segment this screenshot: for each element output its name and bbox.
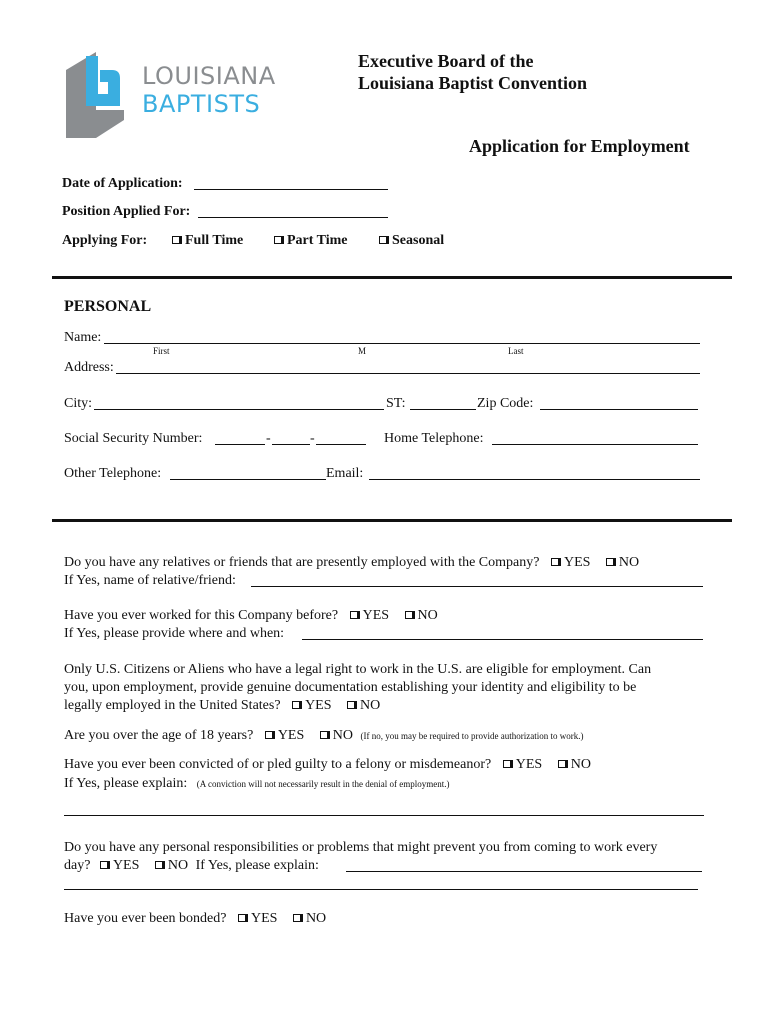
- citizenship-question-text: legally employed in the United States?: [64, 698, 281, 713]
- responsibilities-explain-field-2[interactable]: [64, 889, 698, 890]
- citizenship-text-line2: you, upon employment, provide genuine documentation establishing your identity and eligibility to be: [64, 680, 637, 695]
- logo-text-line2: BAPTISTS: [142, 90, 261, 118]
- zip-code-field[interactable]: [540, 409, 698, 410]
- bonded-no-checkbox[interactable]: [293, 914, 301, 922]
- relatives-followup-label: If Yes, name of relative/friend:: [64, 573, 236, 588]
- applying-for-label: Applying For:: [62, 233, 148, 248]
- ssn-separator-1: -: [266, 431, 271, 446]
- relatives-question-text: Do you have any relatives or friends that are presently employed with the Company?: [64, 555, 540, 570]
- felony-no-checkbox[interactable]: [558, 760, 566, 768]
- state-label: ST:: [386, 396, 406, 411]
- responsibilities-yes-checkbox[interactable]: [100, 861, 108, 869]
- bonded-yes-label: YES: [250, 911, 278, 926]
- position-applied-field[interactable]: [198, 217, 388, 218]
- zip-code-label: Zip Code:: [477, 396, 534, 411]
- organization-logo: [62, 48, 287, 140]
- felony-yes-checkbox[interactable]: [503, 760, 511, 768]
- bonded-no-label: NO: [305, 911, 327, 926]
- relatives-no-checkbox[interactable]: [606, 558, 614, 566]
- responsibilities-explain-field-1[interactable]: [346, 871, 702, 872]
- applying-full-time-option[interactable]: [172, 233, 243, 249]
- city-field[interactable]: [94, 409, 384, 410]
- date-of-application-field[interactable]: [194, 189, 388, 190]
- felony-question-text: Have you ever been convicted of or pled guilty to a felony or misdemeanor?: [64, 757, 492, 772]
- seasonal-label: Seasonal: [392, 233, 445, 248]
- worked-no-label: NO: [417, 608, 438, 623]
- relatives-question: [64, 555, 651, 571]
- bonded-yes-checkbox[interactable]: [238, 914, 246, 922]
- name-middle-caption: M: [358, 346, 367, 356]
- applying-seasonal-option[interactable]: [379, 233, 444, 249]
- email-label: Email:: [326, 466, 364, 481]
- worked-no-checkbox[interactable]: [405, 611, 413, 619]
- relatives-yes-label: YES: [563, 555, 591, 570]
- felony-yes-label: YES: [515, 757, 543, 772]
- home-telephone-label: Home Telephone:: [384, 431, 484, 446]
- city-label: City:: [64, 396, 93, 411]
- page-title: Application for Employment: [469, 136, 690, 156]
- age-question: [64, 728, 583, 744]
- responsibilities-no-label: NO: [167, 858, 189, 873]
- citizenship-yes-checkbox[interactable]: [292, 701, 300, 709]
- responsibilities-followup-label: If Yes, please explain:: [195, 858, 319, 873]
- ssn-label: Social Security Number:: [64, 431, 203, 446]
- worked-yes-label: YES: [362, 608, 390, 623]
- address-label: Address:: [64, 360, 114, 375]
- felony-note: (A conviction will not necessarily result in the denial of employment.): [196, 779, 450, 789]
- org-name-line2: Louisiana Baptist Convention: [358, 73, 588, 93]
- citizenship-no-checkbox[interactable]: [347, 701, 355, 709]
- bonded-question: [64, 911, 338, 927]
- personal-section-title: PERSONAL: [64, 298, 152, 315]
- name-first-caption: First: [153, 346, 170, 356]
- relatives-yes-checkbox[interactable]: [551, 558, 559, 566]
- ssn-field-part3[interactable]: [316, 444, 366, 445]
- full-time-label: Full Time: [185, 233, 244, 248]
- seasonal-checkbox[interactable]: [379, 236, 387, 244]
- position-applied-label: Position Applied For:: [62, 204, 191, 219]
- bonded-question-text: Have you ever been bonded?: [64, 911, 227, 926]
- part-time-checkbox[interactable]: [274, 236, 282, 244]
- ssn-field-part2[interactable]: [272, 444, 310, 445]
- age-no-checkbox[interactable]: [320, 731, 328, 739]
- citizenship-yes-label: YES: [305, 698, 332, 713]
- age-question-text: Are you over the age of 18 years?: [64, 728, 254, 743]
- section-divider-top: [52, 276, 732, 279]
- address-field[interactable]: [116, 373, 700, 374]
- logo-mark: [62, 48, 132, 138]
- full-time-checkbox[interactable]: [172, 236, 180, 244]
- worked-where-when-field[interactable]: [302, 639, 703, 640]
- worked-before-question-text: Have you ever worked for this Company before?: [64, 608, 339, 623]
- part-time-label: Part Time: [287, 233, 348, 248]
- citizenship-text-line1: Only U.S. Citizens or Aliens who have a legal right to work in the U.S. are eligible for employment. Can: [64, 662, 652, 677]
- age-no-label: NO: [332, 728, 353, 743]
- felony-explain-field[interactable]: [64, 815, 704, 816]
- felony-followup-label: If Yes, please explain:: [64, 776, 188, 791]
- worked-yes-checkbox[interactable]: [350, 611, 358, 619]
- other-telephone-label: Other Telephone:: [64, 466, 162, 481]
- ssn-separator-2: -: [310, 431, 315, 446]
- name-label: Name:: [64, 330, 102, 345]
- state-field[interactable]: [410, 409, 476, 410]
- worked-followup-label: If Yes, please provide where and when:: [64, 626, 285, 641]
- org-name-line1: Executive Board of the: [358, 51, 534, 71]
- name-field[interactable]: [104, 343, 700, 344]
- responsibilities-question-day: day?: [64, 858, 91, 873]
- responsibilities-yes-label: YES: [112, 858, 140, 873]
- home-telephone-field[interactable]: [492, 444, 698, 445]
- responsibilities-no-checkbox[interactable]: [155, 861, 163, 869]
- felony-followup: [64, 776, 449, 792]
- other-telephone-field[interactable]: [170, 479, 326, 480]
- logo-text-line1: LOUISIANA: [142, 62, 276, 90]
- felony-question: [64, 757, 603, 773]
- age-yes-label: YES: [277, 728, 305, 743]
- felony-no-label: NO: [570, 757, 591, 772]
- citizenship-question: [64, 698, 392, 714]
- applying-part-time-option[interactable]: [274, 233, 348, 249]
- citizenship-no-label: NO: [360, 698, 381, 713]
- responsibilities-text-line1: Do you have any personal responsibilities or problems that might prevent you from coming to work every: [64, 840, 658, 855]
- name-last-caption: Last: [508, 346, 524, 356]
- age-note: (If no, you may be required to provide authorization to work.): [360, 731, 584, 741]
- date-of-application-label: Date of Application:: [62, 176, 183, 191]
- responsibilities-question: [64, 858, 319, 874]
- relatives-no-label: NO: [618, 555, 640, 570]
- section-divider-personal: [52, 519, 732, 522]
- ssn-field-part1[interactable]: [215, 444, 265, 445]
- relatives-name-field[interactable]: [251, 586, 703, 587]
- email-field[interactable]: [369, 479, 700, 480]
- age-yes-checkbox[interactable]: [265, 731, 273, 739]
- worked-before-question: [64, 608, 450, 624]
